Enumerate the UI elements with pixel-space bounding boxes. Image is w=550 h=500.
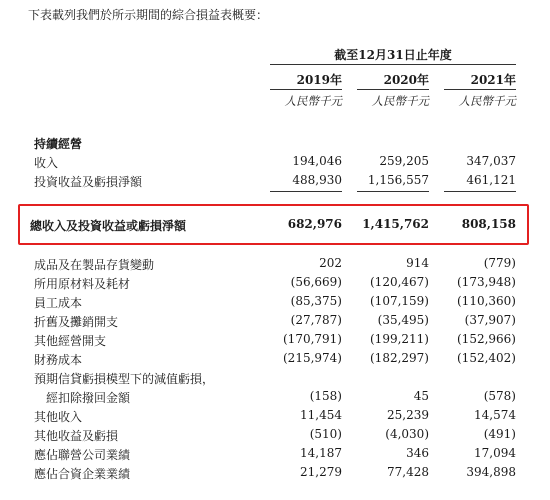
row-label: 其他收益及虧損 [34, 429, 119, 443]
row-label: 收入 [34, 156, 59, 170]
value-2021: (37,907) [464, 313, 516, 327]
unit-label: 人民幣千元 [458, 94, 516, 108]
value-2021: 394,898 [466, 465, 516, 479]
section-heading-row [0, 135, 550, 155]
row-label: 應佔合資企業業績 [34, 467, 131, 481]
value-2019: 194,046 [292, 154, 342, 168]
table-row [0, 332, 550, 352]
value-2019: 682,976 [287, 217, 342, 231]
row-label: 其他經營開支 [34, 334, 107, 348]
row-label: 所用原材料及耗材 [34, 277, 131, 291]
value-2020: (182,297) [370, 351, 429, 365]
row-label: 總收入及投資收益或虧損淨額 [30, 219, 187, 233]
year-rule [357, 89, 429, 90]
row-label: 經扣除撥回金額 [46, 391, 131, 405]
value-2020: (35,495) [377, 313, 429, 327]
value-2019: 488,930 [292, 173, 342, 187]
period-rule [270, 64, 516, 65]
table-row [0, 173, 550, 193]
unit-label: 人民幣千元 [371, 94, 429, 108]
value-2019: (27,787) [290, 313, 342, 327]
row-label: 應佔聯營公司業績 [34, 448, 131, 462]
value-2019: 202 [319, 256, 342, 270]
table-row [0, 154, 550, 174]
table-row-total [0, 217, 550, 237]
sum-rule [444, 191, 516, 192]
table-row [0, 351, 550, 371]
sum-rule [270, 191, 342, 192]
table-row [0, 408, 550, 428]
value-2019: (85,375) [290, 294, 342, 308]
value-2019: (510) [309, 427, 342, 441]
period-header: 截至12月31日止年度 [334, 48, 452, 62]
year-2020-header: 2020年 [383, 73, 429, 87]
unit-label: 人民幣千元 [284, 94, 342, 108]
value-2021: 17,094 [474, 446, 516, 460]
row-label: 折舊及攤銷開支 [34, 315, 119, 329]
table-row [0, 446, 550, 466]
value-2019: (158) [309, 389, 342, 403]
value-2020: 346 [406, 446, 429, 460]
year-2021-header: 2021年 [470, 73, 516, 87]
year-rule [444, 89, 516, 90]
value-2021: 461,121 [466, 173, 516, 187]
row-label: 投資收益及虧損淨額 [34, 175, 143, 189]
value-2020: (120,467) [370, 275, 429, 289]
value-2021: (578) [483, 389, 516, 403]
row-label: 財務成本 [34, 353, 83, 367]
value-2019: 11,454 [300, 408, 342, 422]
value-2019: 21,279 [300, 465, 342, 479]
row-label: 其他收入 [34, 410, 83, 424]
value-2021: (152,966) [457, 332, 516, 346]
year-rule [270, 89, 342, 90]
value-2019: (215,974) [283, 351, 342, 365]
row-label: 預期信貸虧損模型下的減值虧損， [34, 372, 215, 386]
value-2020: (107,159) [370, 294, 429, 308]
row-label: 成品及在製品存貨變動 [34, 258, 155, 272]
value-2020: 259,205 [379, 154, 429, 168]
intro-text: 下表載列我們於所示期間的綜合損益表概要： [28, 8, 269, 22]
value-2021: 808,158 [461, 217, 516, 231]
table-row [0, 256, 550, 276]
table-row [0, 275, 550, 295]
value-2021: (173,948) [457, 275, 516, 289]
value-2020: (4,030) [385, 427, 429, 441]
value-2020: 77,428 [387, 465, 429, 479]
table-row [0, 465, 550, 485]
value-2021: 347,037 [466, 154, 516, 168]
value-2020: (199,211) [370, 332, 429, 346]
value-2020: 1,156,557 [367, 173, 429, 187]
year-2019-header: 2019年 [296, 73, 342, 87]
row-label: 員工成本 [34, 296, 83, 310]
table-row [0, 370, 550, 390]
value-2021: 14,574 [474, 408, 516, 422]
table-row [0, 389, 550, 409]
value-2020: 25,239 [387, 408, 429, 422]
table-row [0, 313, 550, 333]
sum-rule [357, 191, 429, 192]
value-2019: (170,791) [283, 332, 342, 346]
value-2020: 45 [413, 389, 429, 403]
value-2020: 1,415,762 [362, 217, 429, 231]
value-2020: 914 [406, 256, 429, 270]
value-2021: (152,402) [457, 351, 516, 365]
value-2021: (491) [483, 427, 516, 441]
table-row [0, 294, 550, 314]
section-title: 持續經營 [34, 137, 83, 151]
value-2019: (56,669) [290, 275, 342, 289]
value-2021: (779) [483, 256, 516, 270]
table-row [0, 427, 550, 447]
value-2021: (110,360) [457, 294, 516, 308]
value-2019: 14,187 [300, 446, 342, 460]
